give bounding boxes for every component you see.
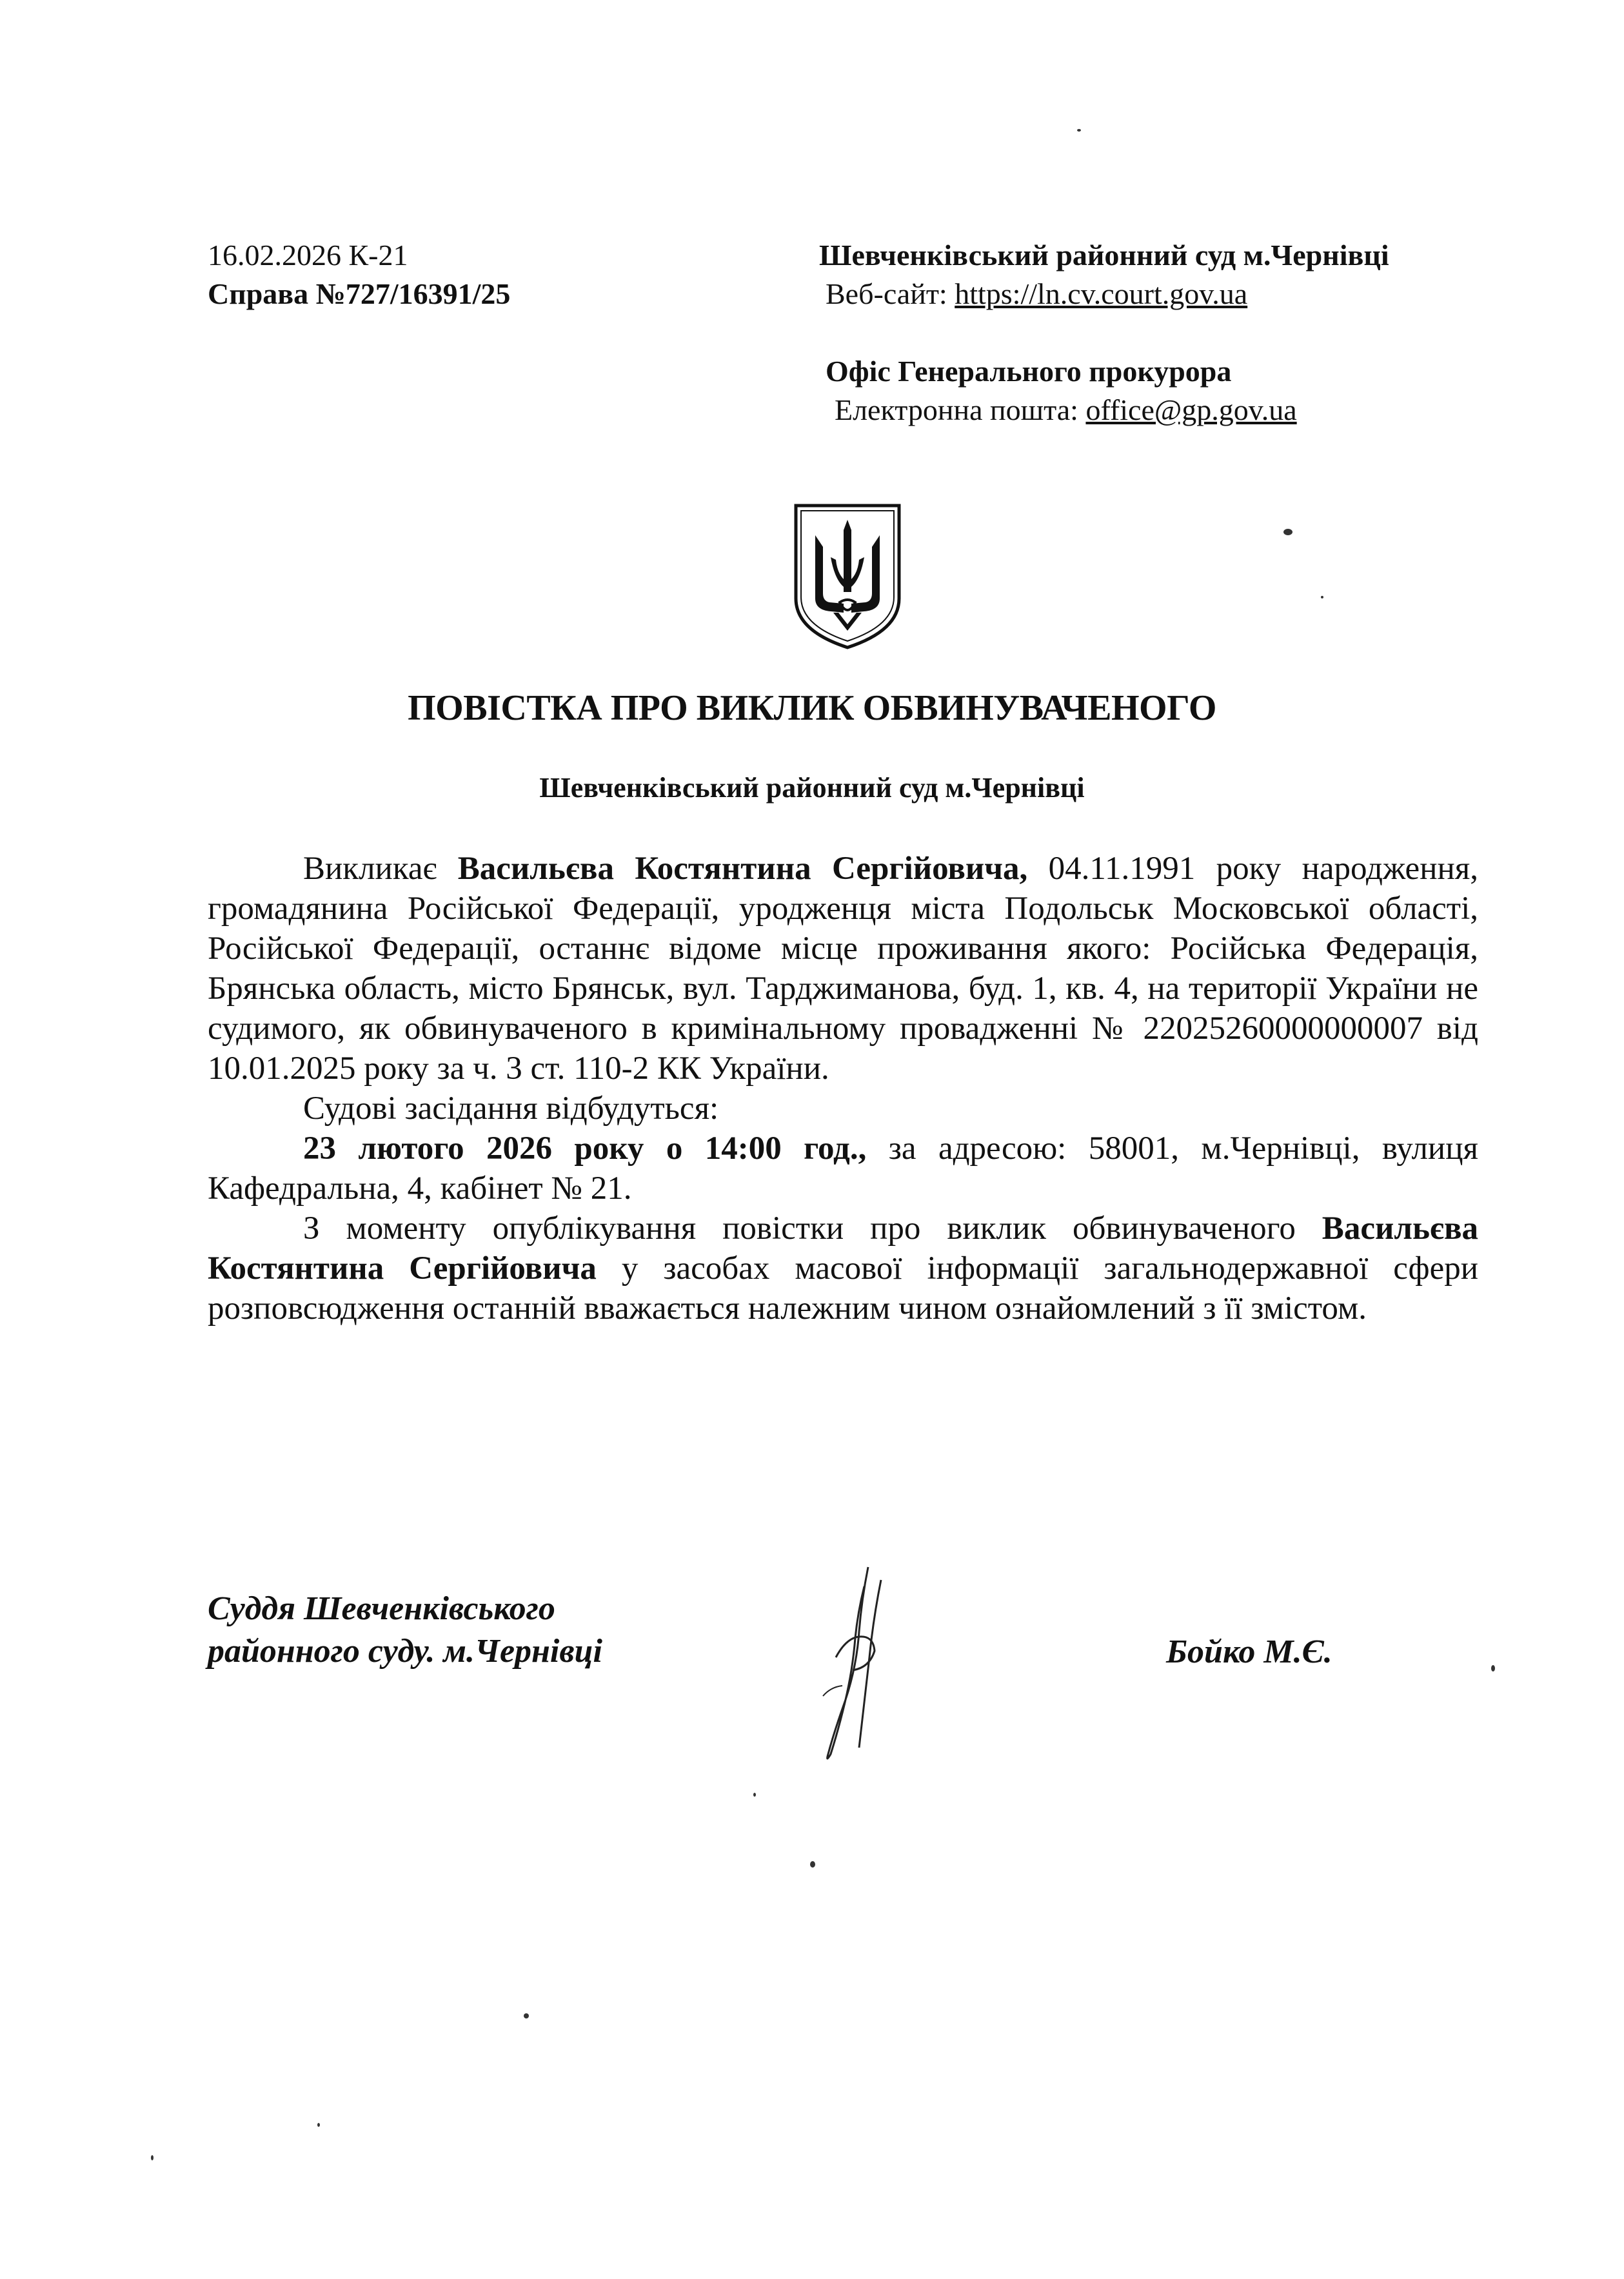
scan-speck xyxy=(810,1861,815,1868)
scan-speck xyxy=(1321,596,1323,598)
summons-paragraph-4 xyxy=(208,1209,1478,1328)
hearing-datetime: 23 лютого 2026 року о 14:00 год., xyxy=(303,1130,867,1167)
summons-paragraph-2: Судові засідання відбудуться: xyxy=(303,1090,719,1127)
judge-position-line-1: Суддя Шевченківського xyxy=(208,1590,555,1627)
accused-name: Васильєва Костянтина Сергійовича, xyxy=(457,851,1028,887)
scan-speck xyxy=(317,2123,320,2127)
header-right xyxy=(819,236,1389,429)
handwritten-signature xyxy=(797,1561,900,1767)
email-link[interactable]: office@gp.gov.ua xyxy=(1085,393,1297,426)
case-number: Справа №727/16391/25 xyxy=(208,277,511,310)
court-website-line xyxy=(819,275,1389,313)
scan-speck xyxy=(524,2013,529,2018)
judge-position-line-2: районного суду. м.Чернівці xyxy=(208,1633,602,1670)
website-label: Веб-сайт: xyxy=(826,277,955,310)
header-left xyxy=(208,236,510,313)
date-index: 16.02.2026 К-21 xyxy=(208,239,408,271)
judge-position xyxy=(208,1588,602,1673)
summons-paragraph-3 xyxy=(208,1129,1478,1209)
accused-name-2: Васильєва Костянтина Сергійовича xyxy=(208,1210,1478,1287)
addressee-office: Офіс Генерального прокурора xyxy=(826,355,1232,388)
document-title: ПОВІСТКА ПРО ВИКЛИК ОБВИНУВАЧЕНОГО xyxy=(408,688,1216,728)
scan-speck xyxy=(1283,529,1292,535)
judge-name: Бойко М.Є. xyxy=(1166,1633,1332,1670)
trident-coat-of-arms-icon xyxy=(792,502,903,651)
scan-speck xyxy=(151,2155,153,2160)
office-email-line xyxy=(819,391,1389,429)
scan-speck xyxy=(753,1793,756,1797)
scan-speck xyxy=(1491,1665,1495,1672)
summons-body xyxy=(208,849,1478,1328)
summons-paragraph-1 xyxy=(208,849,1478,1089)
p4-prefix: З моменту опублікування повістки про виклик обвинуваченого xyxy=(303,1210,1322,1247)
p1-rest: 04.11.1991 року народження, громадянина Російської Федерації, уродженця міста Подольськ Московської області, Російської Федерації, останнє відоме місце проживання якого: Російська Федерація, Брянська область, місто Брянськ, вул. Тарджиманова, буд. 1, кв. 4, на території України не судимого, як обвинуваченого в кримінальному провадженні № 22025260000000007 від 10.01.2025 року за ч. 3 ст. 110-2 КК України. xyxy=(208,851,1478,1087)
hearing-address: за адресою: 58001, м.Чернівці, вулиця Кафедральна, 4, кабінет № 21. xyxy=(208,1130,1478,1207)
p4-rest: у засобах масової інформації загальнодержавної сфери розповсюдження останній вважається належним чином ознайомлений з її змістом. xyxy=(208,1250,1478,1327)
website-link[interactable]: https://ln.cv.court.gov.ua xyxy=(955,277,1248,310)
email-label: Електронна пошта: xyxy=(835,393,1086,426)
court-subtitle: Шевченківський районний суд м.Чернівці xyxy=(539,772,1085,804)
scan-speck xyxy=(1077,129,1081,132)
p1-prefix: Викликає xyxy=(303,851,458,887)
addressee-court: Шевченківський районний суд м.Чернівці xyxy=(819,239,1389,271)
